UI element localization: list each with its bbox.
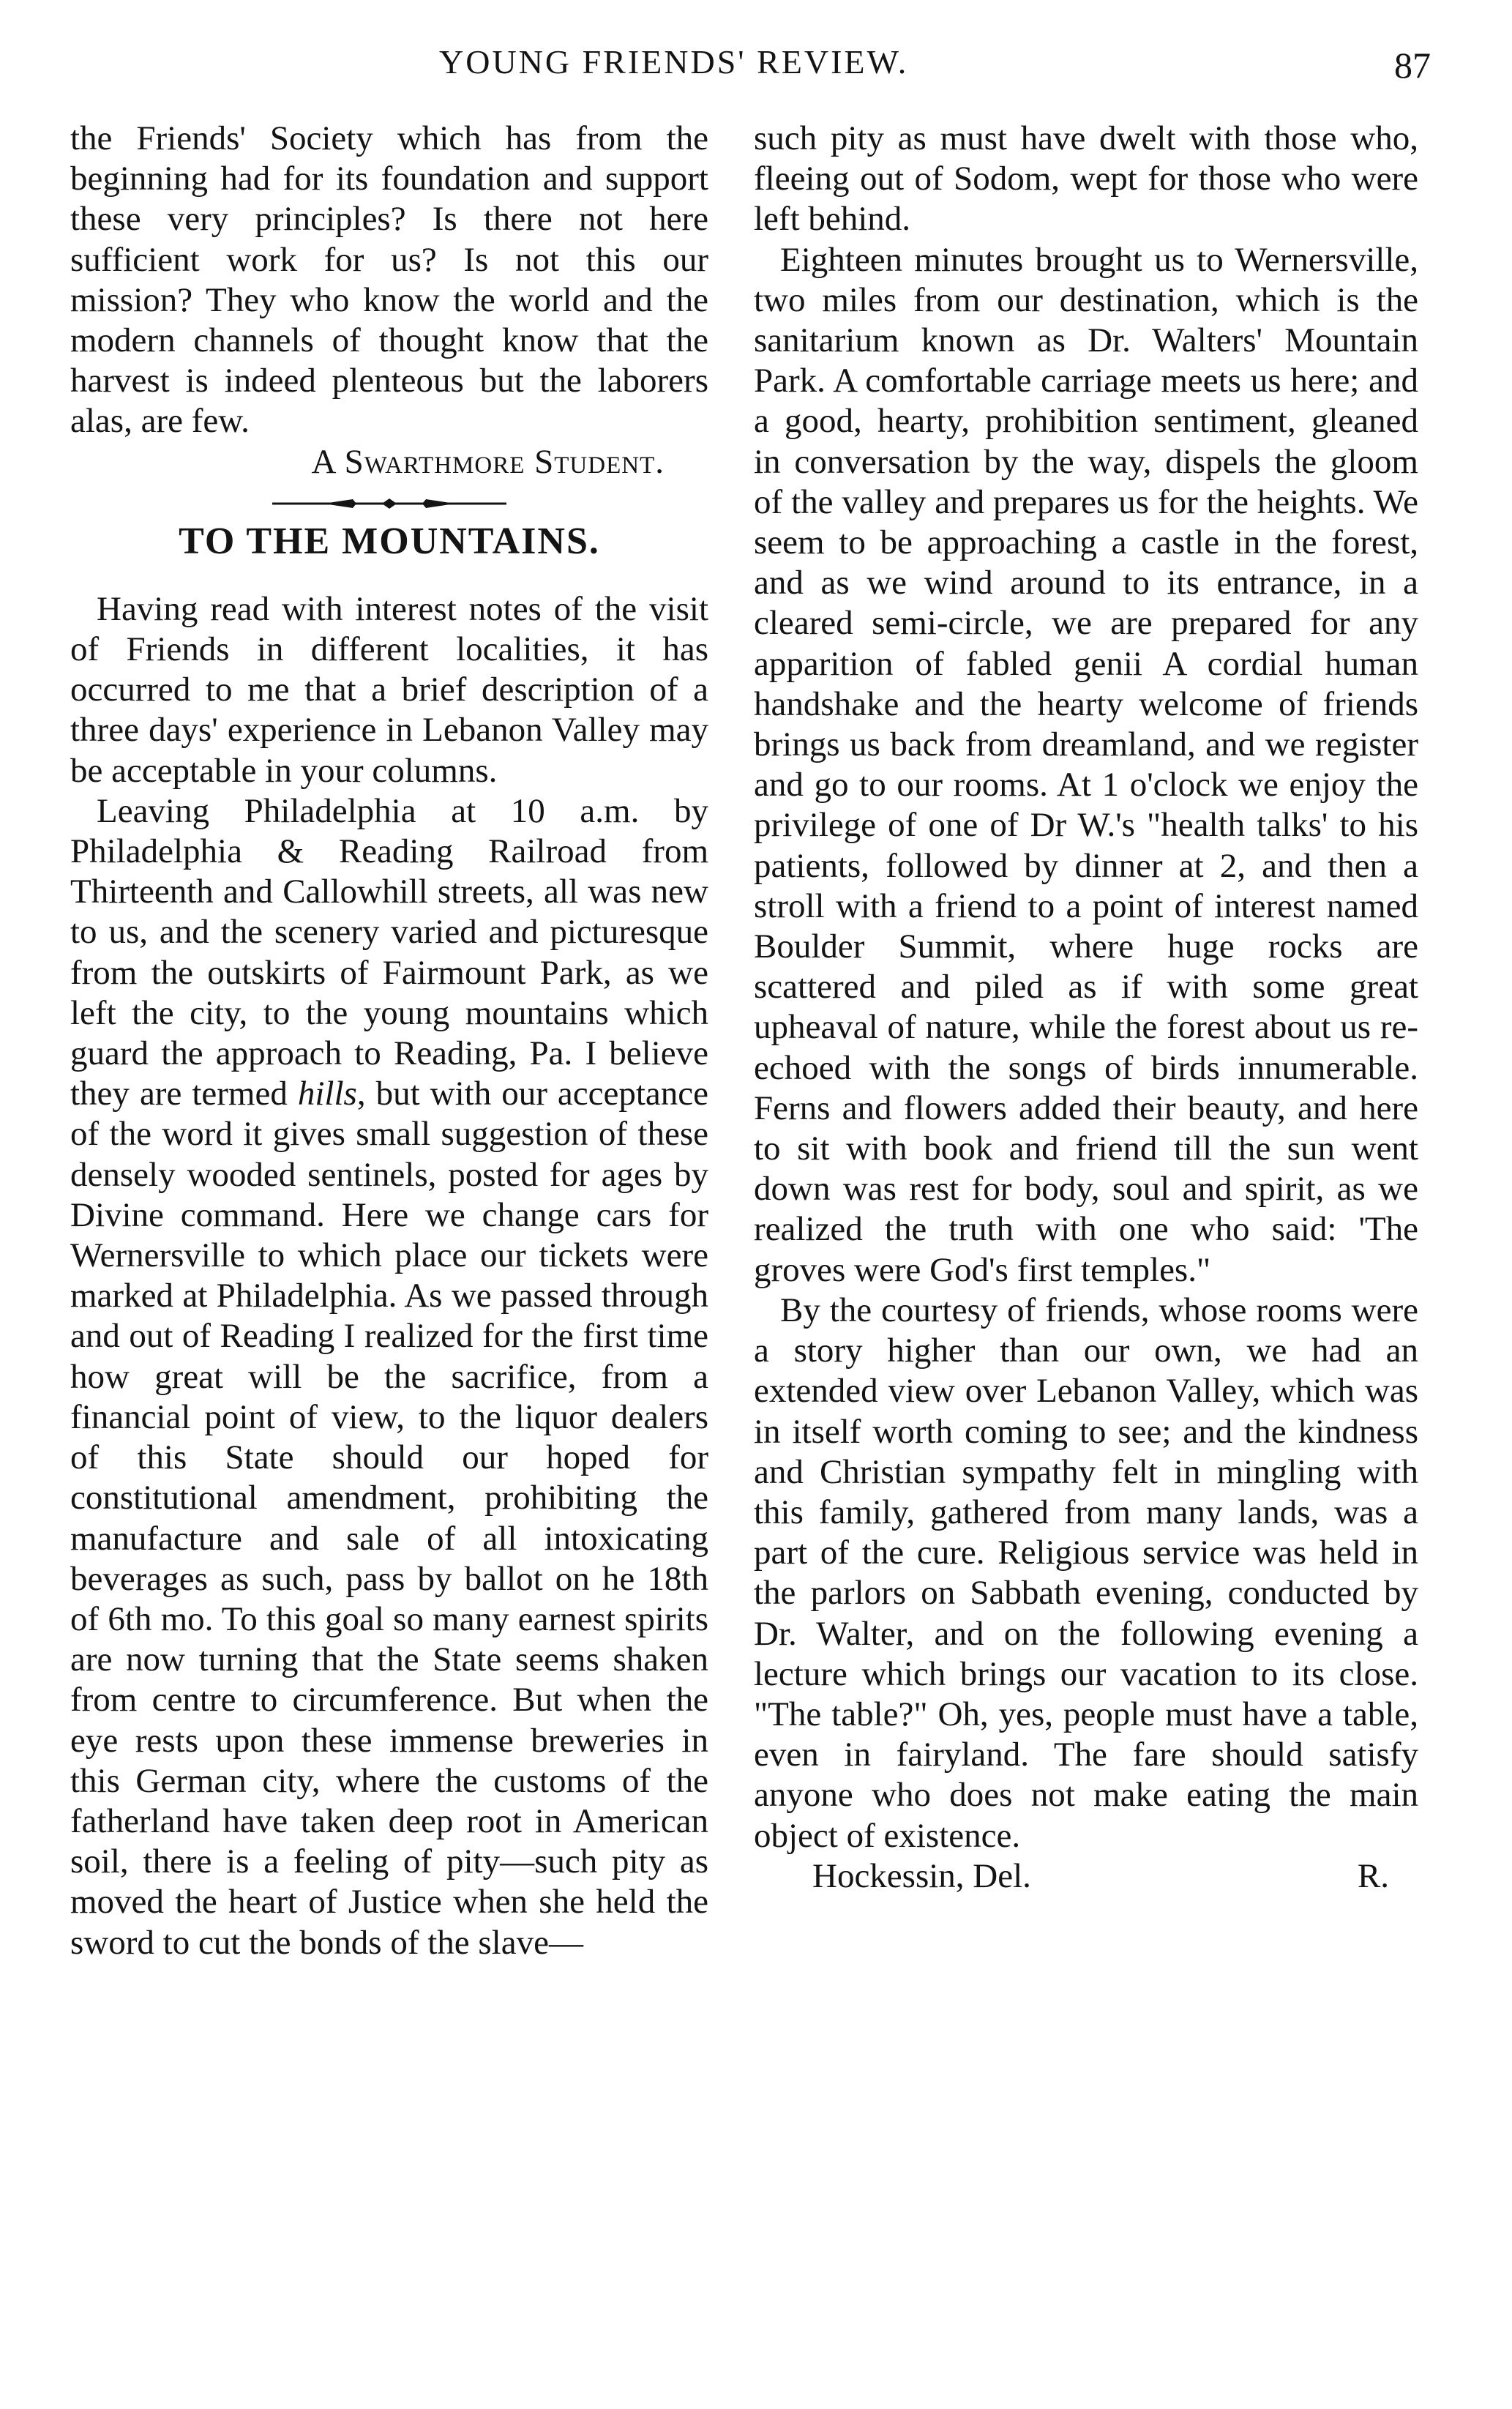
closing-line [754, 1856, 1418, 1897]
running-head [0, 42, 1512, 94]
article-title: TO THE MOUNTAINS. [179, 520, 600, 562]
page-number: 87 [1394, 45, 1431, 86]
continued-paragraph-right: such pity as must have dwelt with those who, fleeing out of Sodom, wept for those who were left behind. [754, 119, 1418, 239]
article-paragraph-4: By the courtesy of friends, whose rooms were a story higher than our own, we had an extended view over Lebanon Valley, which was in itself worth coming to see; and the kindness and Christian sympathy felt in mingling with this family, gathered from many lands, was a part of the cure. Religious service was held in the parlors on Sabbath evening, conducted by Dr. Walter, and on the following evening a lecture which brings our vacation to its close. "The table?" Oh, yes, people must have a table, even in fairyland. The fare should satisfy anyone who does not make eating the main object of existence. [754, 1291, 1418, 1855]
article-paragraph-1: Having read with interest notes of the visit of Friends in different localities, it has occurred to me that a brief description of a three days' experience in Lebanon Valley may be acceptable in your columns. [70, 589, 708, 790]
paragraph-2-text-b: , but with our acceptance of the word it gives small suggestion of these densely wooded sentinels, posted for ages by Divine command. Here we change cars for Wernersville to which place our tickets were marked at Philadelphia. As we passed through and out of Reading I realized for the first time how great will be the sacrifice, from a financial point of view, to the liquor dealers of this State should our hoped for constitutional amendment, prohibiting the manufacture and sale of all intoxicating beverages as such, pass by ballot on he 18th of 6th mo. To this goal so many earnest spirits are now turning that the State seems shaken from centre to circumference. But when the eye rests upon these immense breweries in this German city, where the customs of the fatherland have taken deep root in American soil, there is a feeling of pity—such pity as moved the heart of Justice when she held the sword to cut the bonds of the slave— [70, 1075, 709, 1962]
left-column [70, 119, 708, 1963]
continued-paragraph: the Friends' Society which has from the beginning had for its foundation and support these very principles? Is there not here sufficient work for us? Is not this our mission? They who know the world and the modern channels of thought know that the harvest is indeed plenteous but the laborers alas, are few. [70, 119, 708, 441]
paragraph-2-text-a: Leaving Philadelphia at 10 a.m. by Philadelphia & Reading Railroad from Thirteenth and Callowhill streets, all was new to us, and the scenery varied and picturesque from the outskirts of Fairmount Park, as we left the city, to the young mountains which guard the approach to Reading, Pa. I believe they are termed [70, 791, 708, 1113]
right-column [754, 119, 1418, 1897]
article-paragraph-2 [70, 791, 708, 1963]
closing-initial: R. [1357, 1856, 1389, 1895]
journal-title: YOUNG FRIENDS' REVIEW. [439, 43, 909, 81]
author-signature: A Swarthmore Student. [311, 442, 665, 481]
article-paragraph-3: Eighteen minutes brought us to Wernersville, two miles from our destination, which is the sanitarium known as Dr. Walters' Mountain Park. A comfortable carriage meets us here; and a good, hearty, prohibition sentiment, gleaned in conversation by the way, dispels the gloom of the valley and prepares us for the heights. We seem to be approaching a castle in the forest, and as we wind around to its entrance, in a cleared semi-circle, we are prepared for any apparition of fabled genii A cordial human handshake and the hearty welcome of friends brings us back from dreamland, and we register and go to our rooms. At 1 o'clock we enjoy the privilege of one of Dr W.'s "health talks' to his patients, followed by dinner at 2, and then a stroll with a friend to a point of interest named Boulder Summit, where huge rocks are scattered and piled as if with some great upheaval of nature, while the forest about us re-echoed with the songs of birds innumerable. Ferns and flowers added their beauty, and here to sit with book and friend till the sun went down was rest for body, soul and spirit, as we realized the truth with one who said: 'The groves were God's first temples." [754, 240, 1418, 1289]
ornamental-divider [258, 493, 521, 515]
closing-place: Hockessin, Del. [812, 1856, 1031, 1895]
italic-word-hills: hills [297, 1075, 357, 1113]
